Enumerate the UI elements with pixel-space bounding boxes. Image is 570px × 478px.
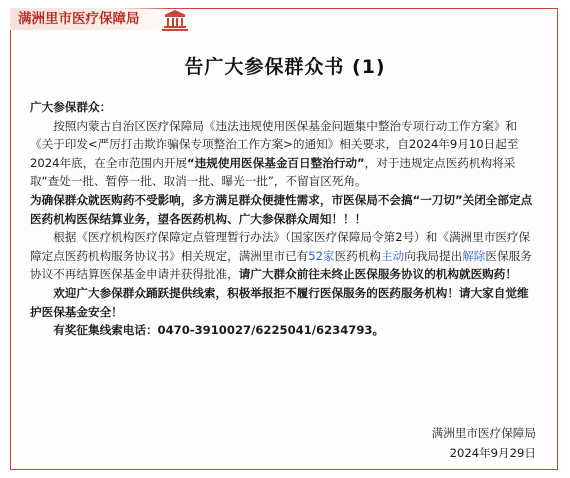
paragraph-policy [30,117,540,191]
signature-date: 2024年9月29日 [449,446,536,460]
salutation: 广大参保群众： [30,100,112,114]
paragraph-text: 医药机构 [334,248,382,263]
paragraph-text: 向我局提出 [404,248,463,263]
highlight-active: 主动 [381,248,405,263]
temple-emblem-icon [162,9,188,31]
signature-org: 满洲里市医疗保障局 [431,426,536,440]
paragraph-assurance: 为确保群众就医购药不受影响，多方满足群众便捷性需求，市医保局不会搞“一刀切”关闭全部定点医药机构医保结算业务，望各医药机构、广大参保群众周知！！！ [30,192,533,226]
paragraph-bold-request: 请广大群众前往未终止医保服务协议的机构就医购药！ [238,267,517,282]
page-title: 告广大参保群众书 (1) [184,56,386,78]
paragraph-text: ，对于违规定点医药机构将采取“查处一批、暂停一批、取消一批、曝光一批”，不留盲区死角。 [30,155,516,189]
paragraph-text: 医保服务协议不再结算医保基金申请并获得批准， [30,248,532,282]
signature-block [432,423,536,463]
agency-header-tab: 满洲里市医疗保障局 [10,8,170,30]
paragraph-text: 根据《医疗机构医疗保障定点管理暂行办法》（国家医疗保障局令第2号）和《满洲里市医疗保障定点医药机构服务协议书》相关规定，满洲里市已有 [30,230,531,263]
institution-count: 52家 [308,248,335,263]
highlight-cancel: 解除 [462,248,486,263]
paragraph-institutions [30,228,540,284]
hotline: 有奖征集线索电话：0470-3910027/6225041/6234793。 [53,323,385,338]
campaign-name: “违规使用医保基金百日整治行动” [187,155,365,170]
paragraph-text: 按照内蒙古自治区医疗保障局《违法违规使用医保基金问题集中整治专项行动工作方案》和《关于印发<严厉打击欺诈骗保专项整治工作方案>的通知》相关要求，自2024年9月10日起至2024年底，在全市范围内开展 [30,118,519,170]
notice-body [30,98,540,340]
paragraph-report: 欢迎广大参保群众踊跃提供线索，积极举报拒不履行医保服务的医药服务机构！请大家自觉维护医保基金安全！ [30,285,529,319]
